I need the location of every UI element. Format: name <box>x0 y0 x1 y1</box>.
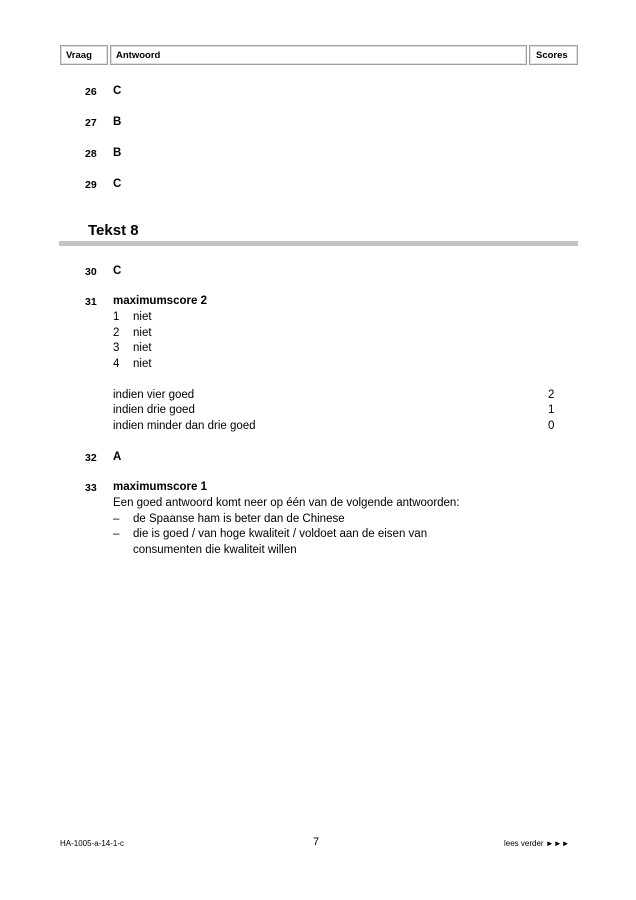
question-number: 31 <box>85 296 97 308</box>
continue-note: lees verder ►►► <box>504 839 570 848</box>
answer-letter: A <box>113 451 122 463</box>
question-number: 33 <box>85 482 97 494</box>
scoring-rule: indien minder dan drie goed <box>113 420 256 432</box>
answer-letter: C <box>113 265 122 277</box>
header-vraag: Vraag <box>60 45 108 65</box>
table-header <box>60 45 578 67</box>
question-number: 29 <box>85 179 97 191</box>
list-item <box>113 513 345 525</box>
question-number: 28 <box>85 148 97 160</box>
question-number: 26 <box>85 86 97 98</box>
bullet-text: die is goed / van hoge kwaliteit / voldoet aan de eisen van <box>133 528 428 540</box>
header-antwoord: Antwoord <box>110 45 527 65</box>
answer-letter: B <box>113 147 122 159</box>
section-divider <box>59 241 578 246</box>
bullet-text: de Spaanse ham is beter dan de Chinese <box>133 513 345 525</box>
scoring-points: 1 <box>548 404 555 416</box>
list-item <box>113 342 152 354</box>
scoring-rule: indien vier goed <box>113 389 195 401</box>
list-item <box>113 358 152 370</box>
question-number: 30 <box>85 266 97 278</box>
item-text: niet <box>133 311 152 323</box>
section-title: Tekst 8 <box>88 222 139 239</box>
item-text: niet <box>133 358 152 370</box>
answer-letter: C <box>113 178 122 190</box>
dash-bullet: – <box>113 528 120 540</box>
question-number: 27 <box>85 117 97 129</box>
item-text: niet <box>133 327 152 339</box>
answer-intro: Een goed antwoord komt neer op één van de volgende antwoorden: <box>113 497 460 509</box>
max-score-title: maximumscore 2 <box>113 295 207 307</box>
list-item <box>113 327 152 339</box>
item-number: 1 <box>113 311 120 323</box>
scoring-points: 0 <box>548 420 555 432</box>
list-item <box>113 528 427 540</box>
item-text: niet <box>133 342 152 354</box>
max-score-title: maximumscore 1 <box>113 481 207 493</box>
list-item <box>113 311 152 323</box>
answer-letter: B <box>113 116 122 128</box>
answer-letter: C <box>113 85 122 97</box>
page-number: 7 <box>313 836 320 848</box>
bullet-continuation: consumenten die kwaliteit willen <box>133 544 297 556</box>
item-number: 3 <box>113 342 120 354</box>
document-code: HA-1005-a-14-1-c <box>60 839 125 848</box>
header-scores: Scores <box>529 45 578 65</box>
item-number: 2 <box>113 327 120 339</box>
item-number: 4 <box>113 358 120 370</box>
dash-bullet: – <box>113 513 120 525</box>
scoring-rule: indien drie goed <box>113 404 195 416</box>
scoring-points: 2 <box>548 389 555 401</box>
question-number: 32 <box>85 452 97 464</box>
